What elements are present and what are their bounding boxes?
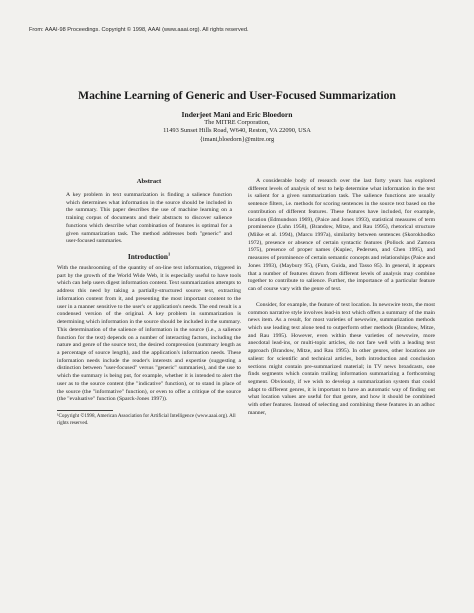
- footnote-marker: 1: [167, 251, 171, 257]
- introduction-heading-text: Introduction: [127, 252, 168, 262]
- author-address: 11493 Sunset Hills Road, W640, Reston, VA 22090, USA: [163, 127, 311, 135]
- right-paragraph-2: Consider, for example, the feature of text location. In newswire texts, the most common narrative style involves lead-in text which offers a summary of the main news item. As a result, for most varieties of newswire, summarization methods which use leading text alone tend to outperform other methods (Brandow, Mitze, and Rau 1995). However, even within these varieties of newswire, more anecdotal lead-ins, or multi-topic articles, do not fare well with a leading text approach (Brandow, Mitze, and Rau 1995). In other genres, other locations are salient: for scientific and technical articles, both introduction and conclusion sections might contain pre-summarized material; in TV news broadcasts, one finds segments which contain trailing information summarizing a forthcoming segment. Obviously, if we wish to develop a summarization system that could adapt to different genres, it is important to have an automatic way of finding out what location values are useful for that genre, and how it should be combined with other features. Instead of selecting and combining these features in an adhoc manner,: [248, 301, 435, 416]
- left-column: [57, 178, 241, 426]
- author-affiliation: The MITRE Corporation,: [204, 119, 270, 126]
- author-block: [20, 110, 454, 144]
- source-line: From: AAAI-98 Proceedings. Copyright © 1998, AAAI (www.aaai.org). All rights reserved.: [29, 27, 249, 33]
- introduction-heading: [57, 252, 241, 261]
- author-email: {imani,bloedorn}@mitre.org: [199, 135, 275, 143]
- right-paragraph-1: A considerable body of research over the last forty years has explored different levels of analysis of text to help determine what information in the text is salient for a given summarization task. The salience functions are usually sentence filters, i.e. methods for scoring sentences in the source text based on the contribution of different features. These features have included, for example, location (Edmundson 1969), (Paice and Jones 1993), statistical measures of term prominence (Luhn 1958), (Brandow, Mitze, and Rau 1995), rhetorical structure (Miike et al. 1994), (Marcu 1997a), similarity between sentences (Skorokhodko 1972), presence or absence of certain syntactic features (Pollock and Zamora 1975), presence of proper names (Kupiec, Pedersen, and Chen 1995), and measures of prominence of certain semantic concepts and relationships (Paice and Jones 1993), (Maybury 95), (Fum, Guida, and Tasso 85). In general, it appears that a number of features drawn from different levels of analysis may combine together to contribute to salience. Further, the importance of a particular feature can of course vary with the genre of text.: [248, 178, 435, 293]
- introduction-text: With the mushrooming of the quantity of on-line text information, triggered in part by the growth of the World Wide Web, it is especially useful to have tools which can help users digest information content. Text summarization attempts to address this need by taking a partially-structured source text, extracting information content from it, and presenting the most important content to the user in a manner sensitive to the user's or application's needs. The end result is a condensed version of the original. A key problem in summarization is determining which information in the source should be included in the summary. This determination of the salience of information in the source (i.e., a salience function for the text) depends on a number of interacting factors, including the nature and genre of the source text, the desired compression (summary length as a percentage of source length), and the application's information needs. These information needs include the reader's interests and expertise (suggesting a distinction between "user-focused" versus "generic" summaries), and the use to which the summary is being put, for example, whether it is intended to alert the user as to the source content (the "indicative" function), or to stand in place of the source (the "informative" function), or even to offer a critique of the source (the "evaluative" function (Sparck-Jones 1997)).: [57, 265, 241, 403]
- footnote-rule: [57, 410, 113, 411]
- paper-title: Machine Learning of Generic and User-Focused Summarization: [78, 89, 396, 102]
- copyright-footnote: ¹Copyright ©1998, American Association for Artificial Intelligence (www.aaai.org). All rights reserved.: [57, 412, 236, 426]
- right-column: [248, 178, 435, 418]
- abstract-heading: Abstract: [136, 178, 162, 185]
- author-names: Inderjeet Mani and Eric Bloedorn: [181, 110, 293, 119]
- paragraph-gap: [248, 294, 435, 302]
- abstract-text: A key problem in text summarization is finding a salience function which determines what information in the source should be included in the summary. This paper describes the use of machine learning on a training corpus of documents and their abstracts to discover salience functions which describe what combination of features is optimal for a given summarization task. The method addresses both "generic" and user-focused summaries.: [66, 192, 232, 245]
